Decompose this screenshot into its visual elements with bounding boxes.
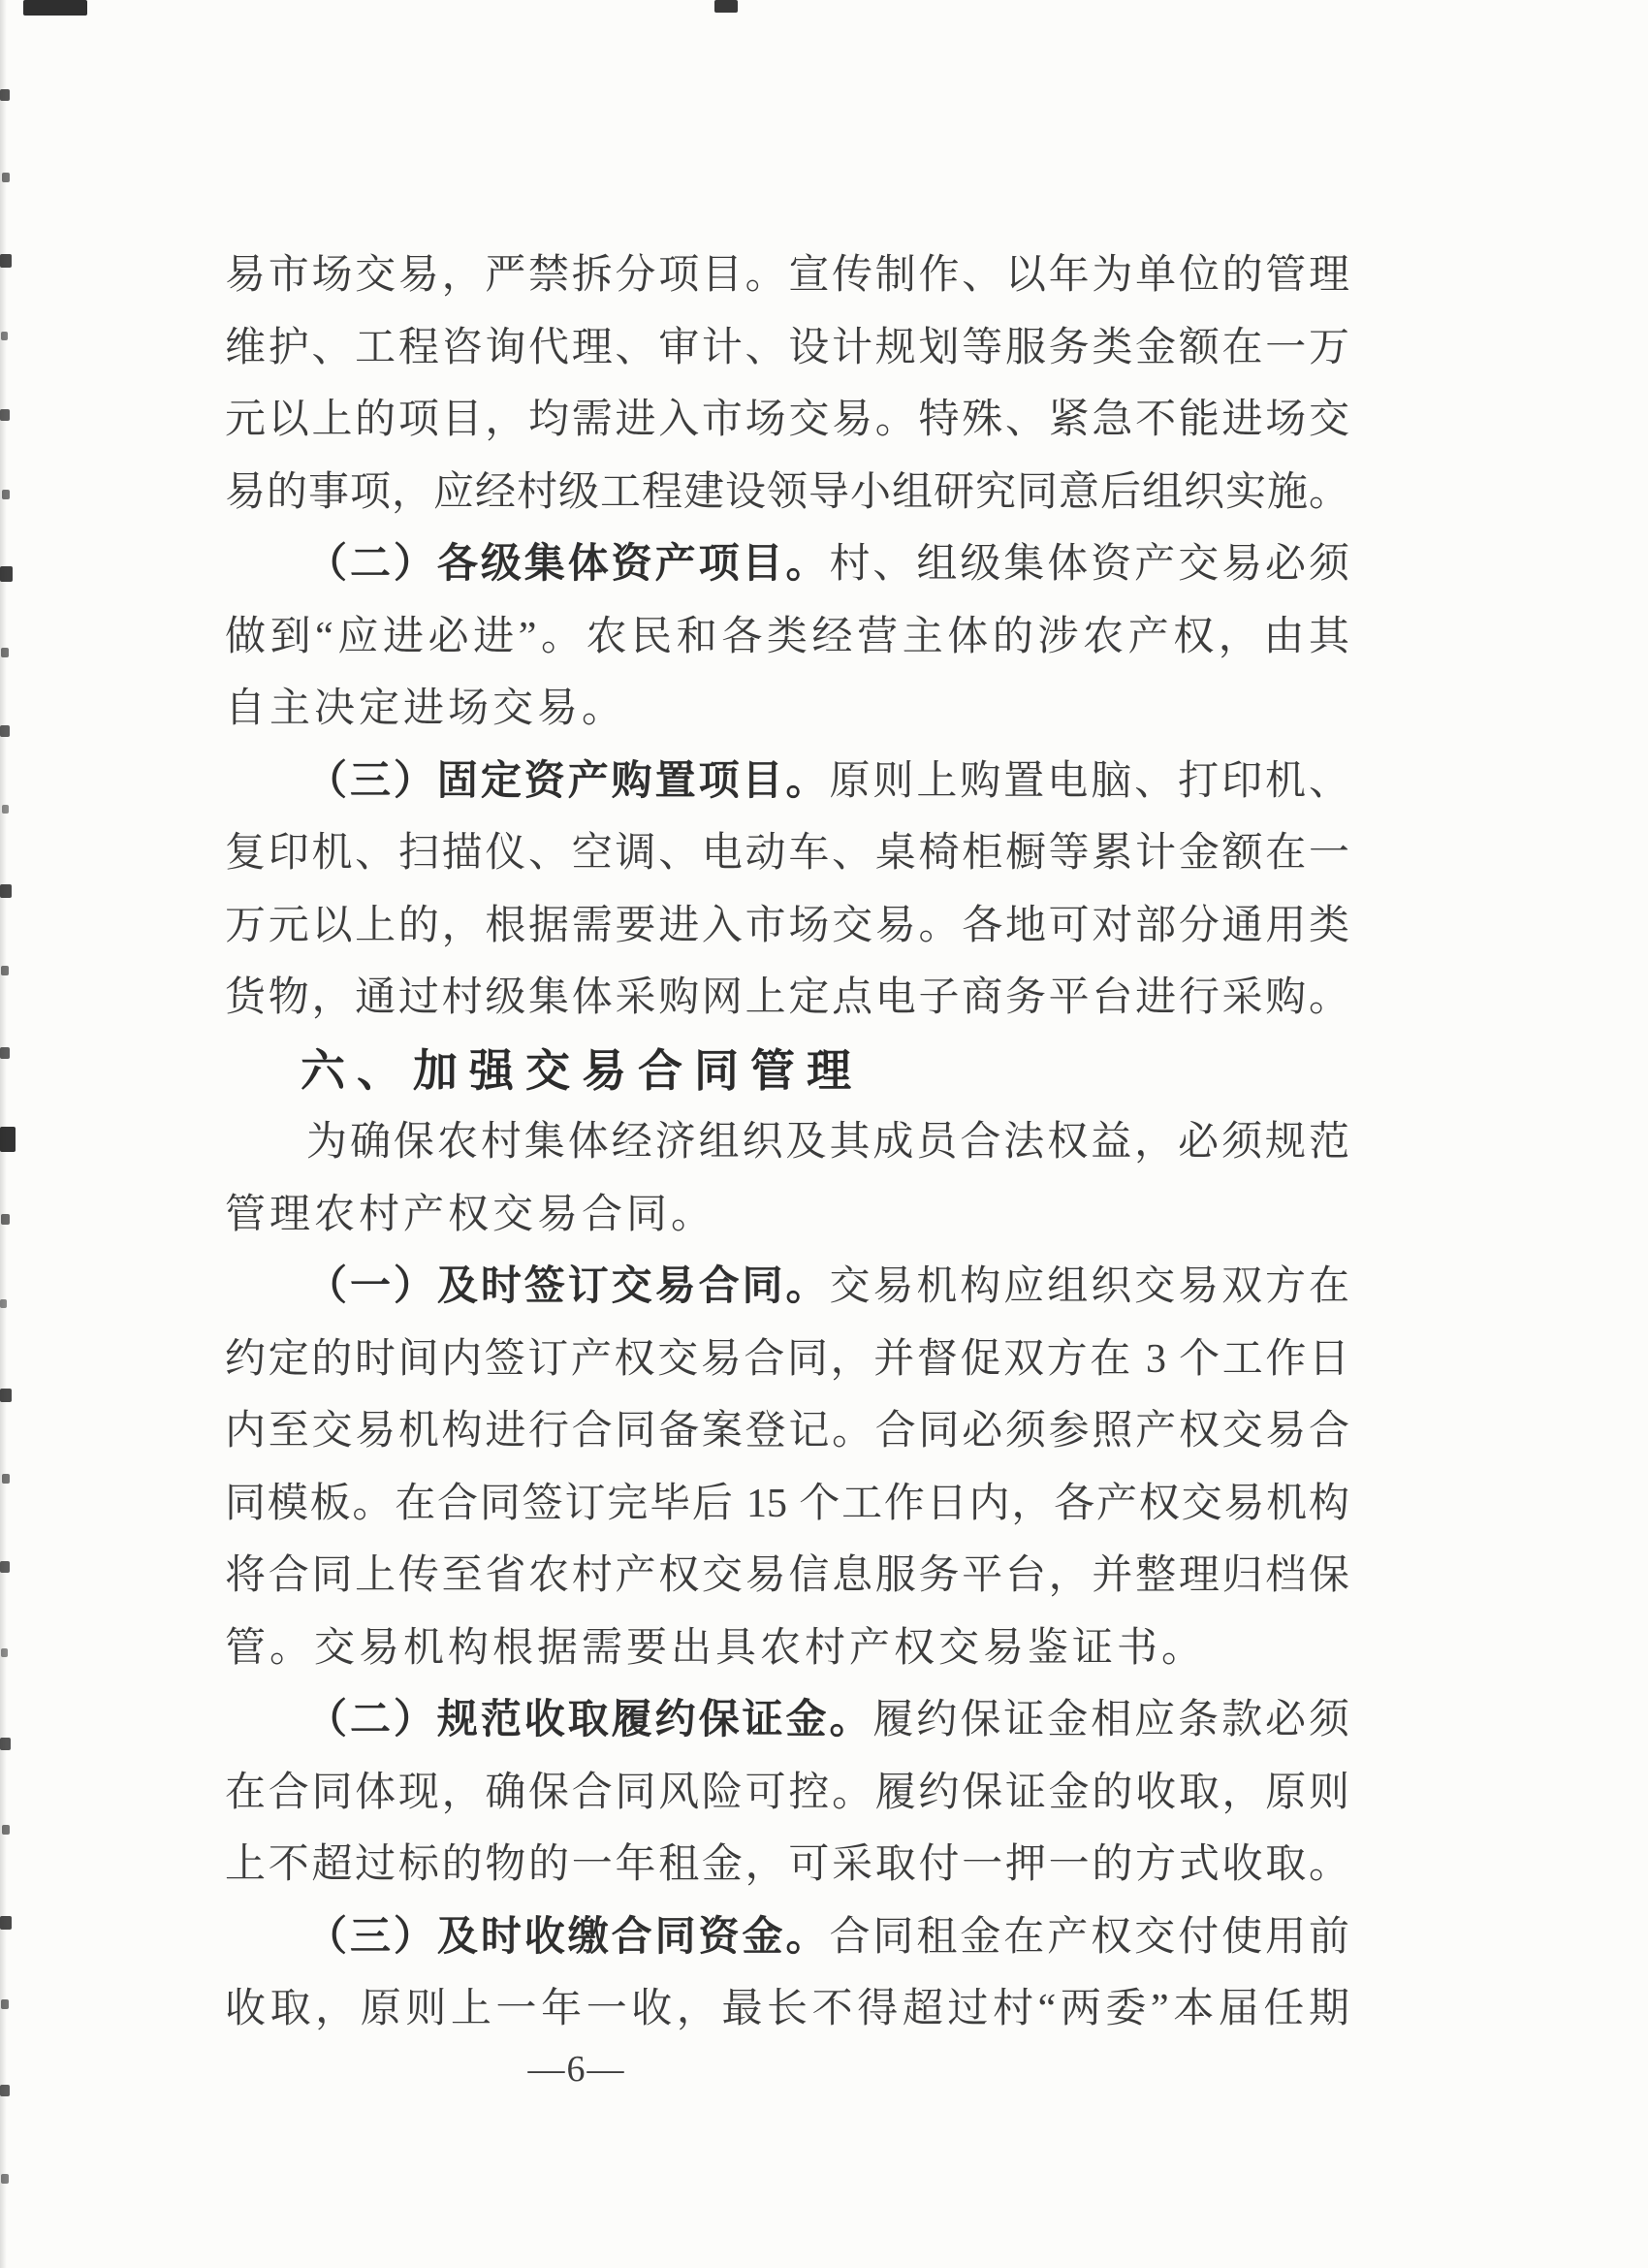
text-line: 内至交易机构进行合同备案登记。合同必须参照产权交易合 [225, 1409, 1349, 1453]
text-line: 为确保农村集体经济组织及其成员合法权益，必须规范 [306, 1120, 1349, 1165]
text-line: 万元以上的，根据需要进入市场交易。各地可对部分通用类 [225, 903, 1349, 948]
text-line: 约定的时间内签订产权交易合同，并督促双方在 3 个工作日 [225, 1336, 1349, 1382]
scan-artifact [1, 648, 9, 657]
text-line: 管理农村产权交易合同。 [225, 1192, 716, 1237]
text-line: 元以上的项目，均需进入市场交易。特殊、紧急不能进场交 [225, 398, 1349, 442]
paragraph-text: 交易机构应组织交易双方在 [829, 1264, 1349, 1309]
page-number: —6— [527, 2049, 626, 2090]
text-line: 在合同体现，确保合同风险可控。履约保证金的收取，原则 [225, 1770, 1349, 1815]
scan-artifact [0, 1299, 7, 1308]
paragraph-text: 村、组级集体资产交易必须 [829, 542, 1349, 587]
scan-artifact [0, 89, 10, 101]
scan-artifact [0, 884, 12, 898]
text-line [225, 528, 1349, 601]
text-line [225, 1251, 1349, 1324]
text-line [225, 1901, 1349, 1974]
text-line: 同模板。在合同签订完毕后 15 个工作日内，各产权交易机构 [225, 1481, 1349, 1526]
text-line: 自主决定进场交易。 [225, 687, 627, 731]
scan-artifact [0, 2085, 10, 2096]
scan-artifact [1, 1648, 8, 1657]
text-line: 管。交易机构根据需要出具农村产权交易鉴证书。 [225, 1625, 1207, 1671]
paragraph-lead: （三）及时收缴合同资金。 [306, 1914, 830, 1960]
text-line: 复印机、扫描仪、空调、电动车、桌椅柜橱等累计金额在一 [225, 831, 1349, 876]
paragraph-text: 履约保证金相应条款必须 [872, 1698, 1349, 1742]
text-line: 收取，原则上一年一收，最长不得超过村“两委”本届任期 [225, 1987, 1349, 2031]
document-text-block [225, 240, 1349, 2046]
scan-artifact [1, 332, 8, 340]
text-line: 易市场交易，严禁拆分项目。宣传制作、以年为单位的管理 [225, 253, 1349, 298]
scan-artifact [2, 490, 10, 499]
text-line: 上不超过标的物的一年租金，可采取付一押一的方式收取。 [225, 1842, 1349, 1887]
paragraph-text: 原则上购置电脑、打印机、 [829, 758, 1349, 804]
paragraph-lead: （三）固定资产购置项目。 [306, 758, 830, 804]
section-heading: 六、加强交易合同管理 [301, 1044, 863, 1096]
scan-artifact [0, 1738, 11, 1750]
scan-artifact [0, 409, 10, 421]
paragraph-lead: （一）及时签订交易合同。 [306, 1264, 830, 1309]
scan-artifact [0, 254, 12, 268]
text-line: 易的事项，应经村级工程建设领导小组研究同意后组织实施。 [225, 469, 1349, 515]
scan-artifact [1, 2174, 9, 2184]
scan-artifact [1, 966, 9, 975]
scan-artifact [2, 173, 10, 182]
scan-artifact [0, 1916, 12, 1930]
text-line: 将合同上传至省农村产权交易信息服务平台，并整理归档保 [225, 1553, 1349, 1598]
paragraph-lead: （二）各级集体资产项目。 [306, 542, 830, 587]
scan-artifact [2, 1825, 10, 1835]
text-line: 维护、工程咨询代理、审计、设计规划等服务类金额在一万 [225, 325, 1349, 370]
scan-artifact [714, 0, 738, 13]
text-line [225, 1684, 1349, 1757]
scan-artifact [23, 0, 87, 16]
scan-artifact [0, 1389, 12, 1402]
scan-artifact [1, 1214, 10, 1225]
paragraph-text: 合同租金在产权交付使用前 [829, 1914, 1349, 1960]
scan-artifact [0, 1047, 10, 1059]
scan-artifact [2, 1474, 10, 1484]
paragraph-lead: （二）规范收取履约保证金。 [306, 1698, 873, 1742]
scan-artifact [2, 805, 9, 814]
text-line [225, 746, 1349, 818]
scan-artifact [0, 1561, 10, 1573]
text-line: 货物，通过村级集体采购网上定点电子商务平台进行采购。 [225, 975, 1349, 1020]
scan-artifact [0, 1127, 16, 1152]
text-line: 做到“应进必进”。农民和各类经营主体的涉农产权，由其 [225, 614, 1349, 659]
scan-artifact [0, 725, 10, 737]
scan-artifact [0, 566, 13, 582]
scan-artifact [1, 1999, 9, 2009]
